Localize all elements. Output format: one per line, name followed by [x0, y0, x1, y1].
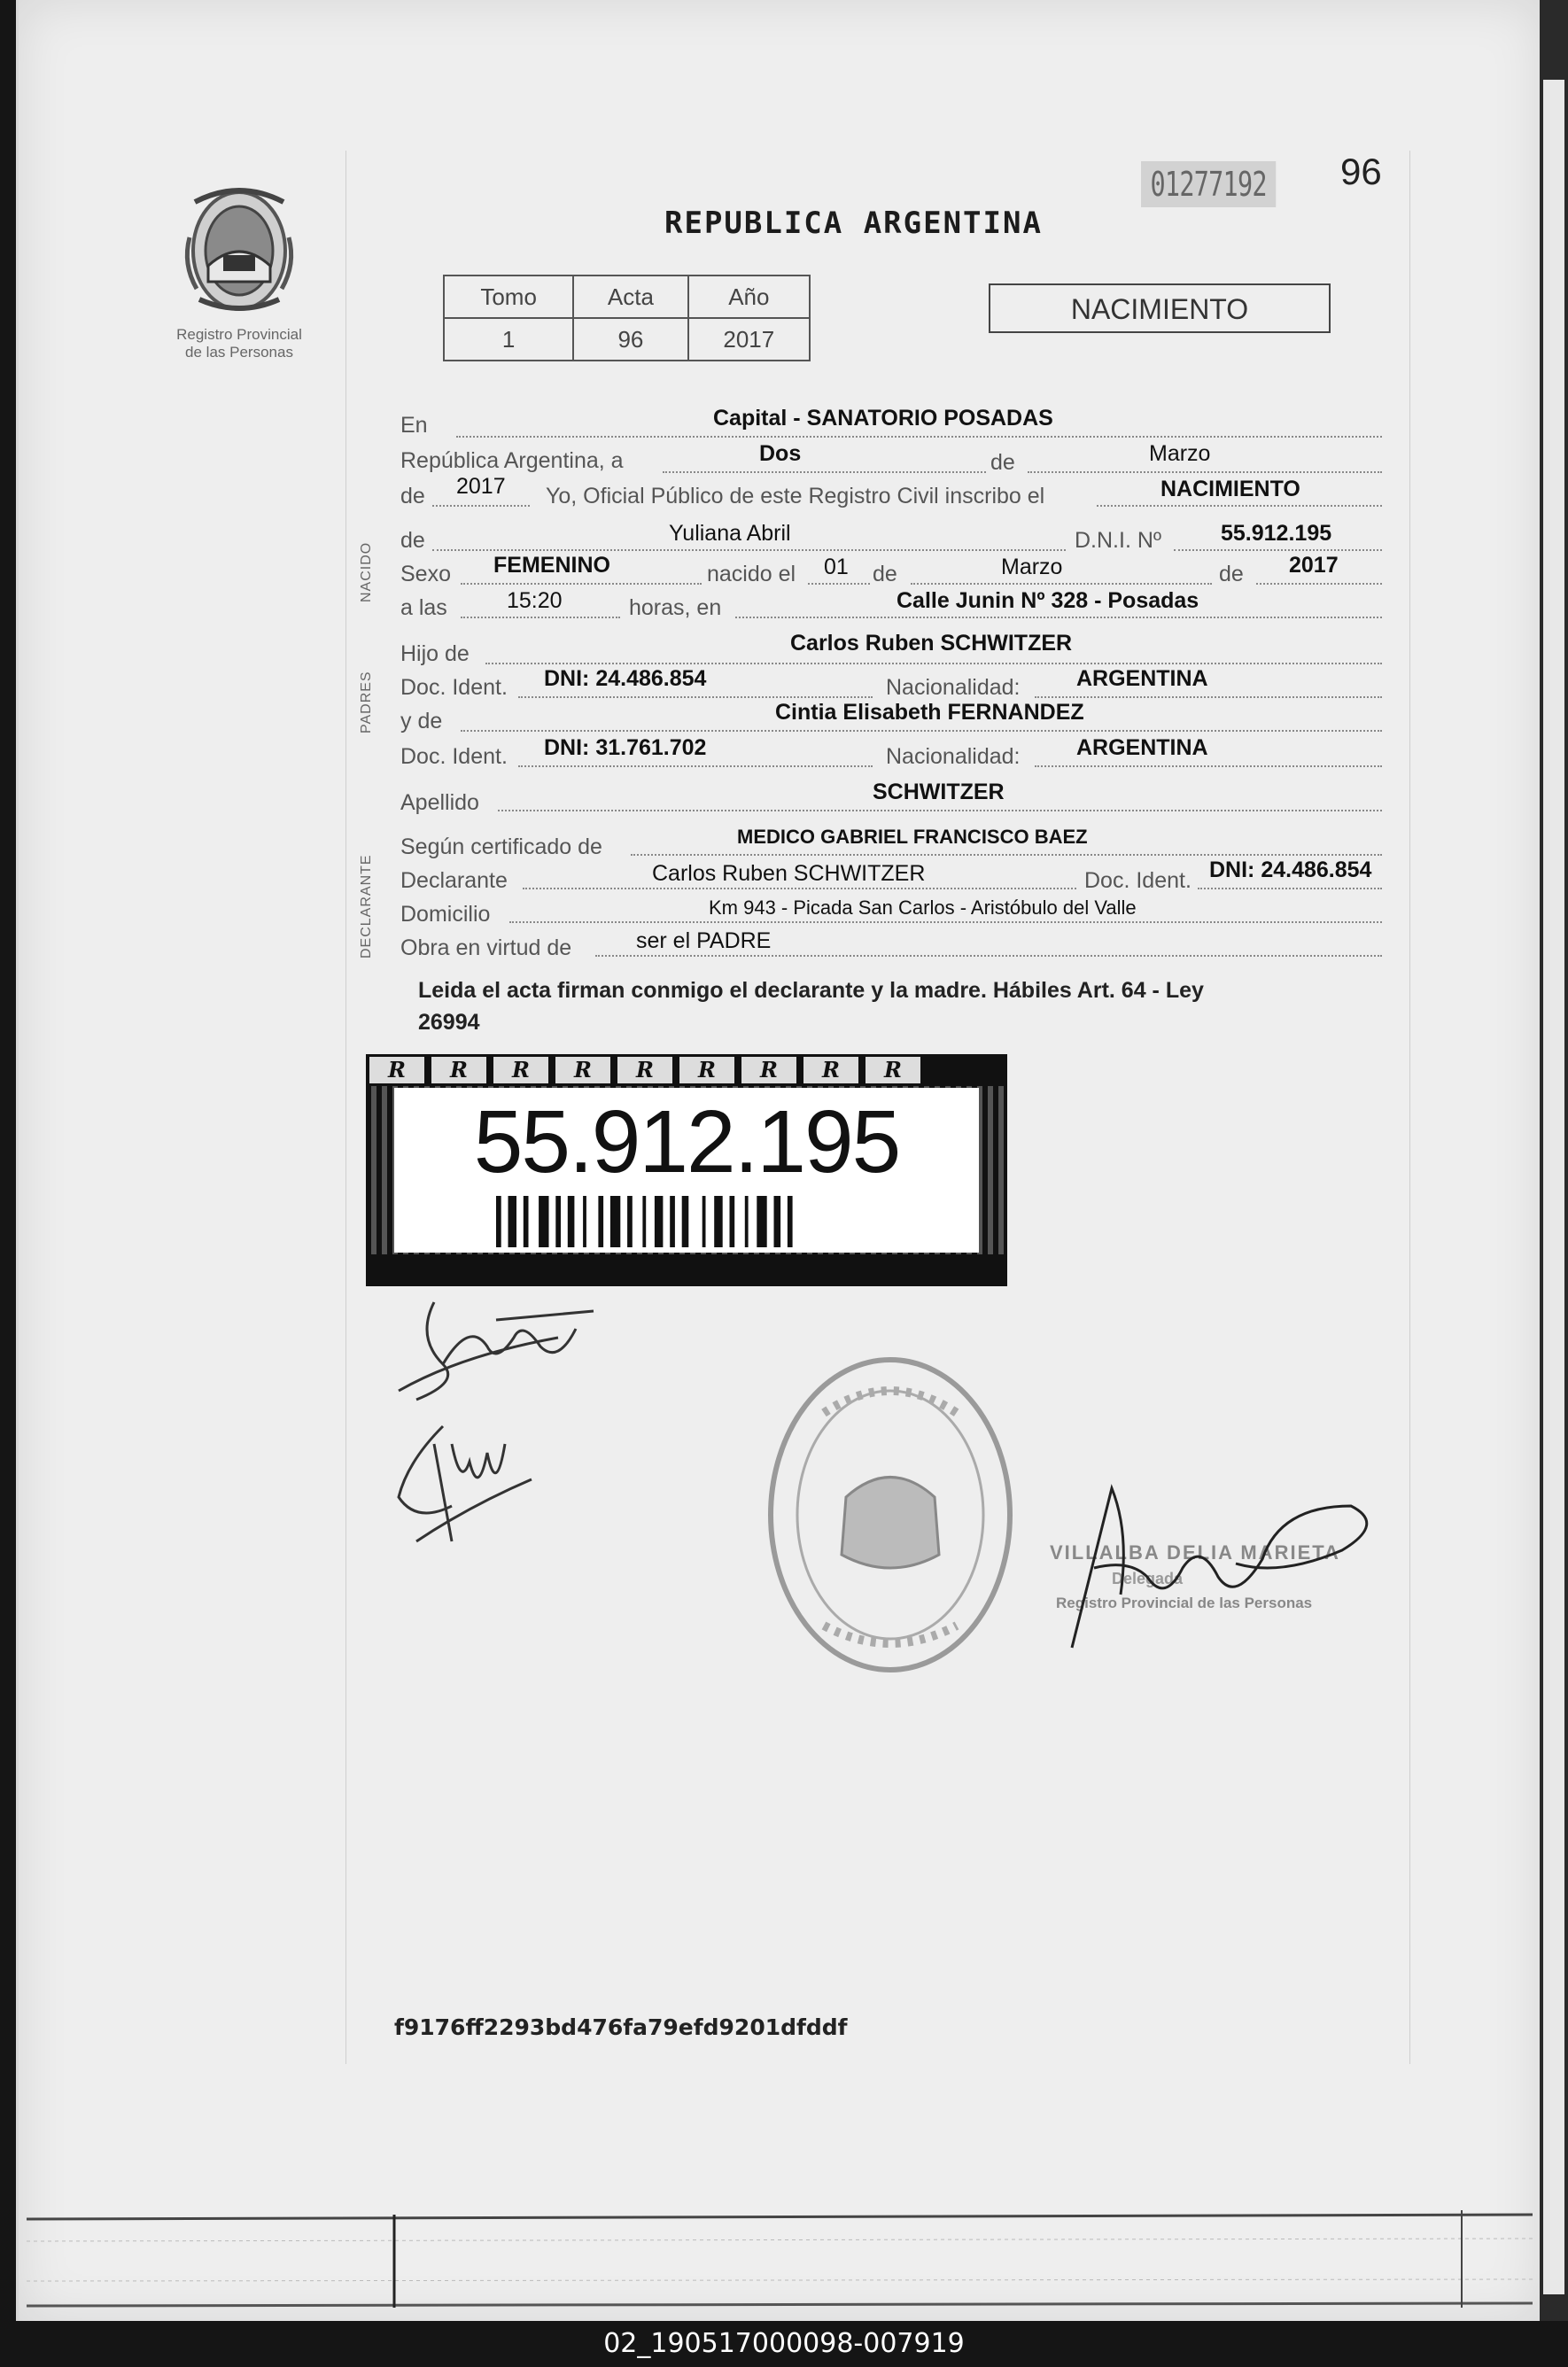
col-tomo-header: Tomo [444, 276, 573, 318]
father-name-value: Carlos Ruben SCHWITZER [790, 631, 1073, 656]
month-text-value: Marzo [1149, 441, 1211, 466]
birth-year-value: 2017 [1289, 553, 1339, 578]
page-number: 96 [1340, 151, 1382, 192]
barcode-bars [496, 1196, 877, 1247]
certificate-value: MEDICO GABRIEL FRANCISCO BAEZ [737, 826, 1088, 848]
father-nationality-value: ARGENTINA [1076, 666, 1208, 691]
label-de: de [990, 450, 1015, 475]
label-segun-certificado: Según certificado de [400, 834, 602, 859]
serial-number: 01277192 [1141, 161, 1276, 207]
mother-doc-value: DNI: 31.761.702 [544, 735, 707, 760]
father-doc-value: DNI: 24.486.854 [544, 666, 707, 691]
day-text-value: Dos [759, 441, 802, 466]
address-value: Km 943 - Picada San Carlos - Aristóbulo del Valle [709, 896, 1137, 919]
act-year-value: 2017 [456, 474, 506, 499]
label-de3: de [400, 528, 425, 553]
declarant-signature [381, 1284, 611, 1409]
label-hijo-de: Hijo de [400, 641, 470, 666]
section-label-nacido: NACIDO [359, 541, 374, 602]
scan-footer: 02_190517000098-007919 [0, 2321, 1568, 2367]
label-declarante: Declarante [400, 868, 508, 893]
bottom-form-lines [27, 2175, 1533, 2308]
label-de5: de [1219, 562, 1244, 586]
closing-note-line2: 26994 [418, 1010, 480, 1035]
registry-name-line1: Registro Provincial [176, 326, 302, 343]
label-obra-en-virtud: Obra en virtud de [400, 935, 572, 960]
register-table [443, 275, 811, 361]
section-label-declarante: DECLARANTE [359, 854, 374, 958]
label-doc-ident3: Doc. Ident. [1084, 868, 1192, 893]
label-nacionalidad: Nacionalidad: [886, 675, 1021, 700]
col-acta-header: Acta [573, 276, 687, 318]
page-edge [1540, 0, 1568, 2321]
surname-value: SCHWITZER [873, 780, 1005, 804]
label-dni: D.N.I. Nº [1075, 528, 1162, 553]
sex-value: FEMENINO [493, 553, 610, 578]
registry-name [151, 326, 328, 361]
label-de2: de [400, 484, 425, 508]
officer-signature [1059, 1479, 1395, 1657]
mother-nationality-value: ARGENTINA [1076, 735, 1208, 760]
label-en: En [400, 413, 428, 438]
label-doc-ident: Doc. Ident. [400, 675, 508, 700]
birth-hour-value: 15:20 [507, 588, 563, 613]
reason-value: ser el PADRE [636, 928, 772, 953]
country-title: REPUBLICA ARGENTINA [664, 206, 1043, 241]
label-nacionalidad2: Nacionalidad: [886, 744, 1021, 769]
officer-name: VILLALBA DELIA MARIETA [1050, 1541, 1340, 1564]
officer-role: Delegada [1112, 1570, 1184, 1587]
acta-value: 96 [573, 318, 687, 361]
name-value: Yuliana Abril [669, 521, 791, 546]
place-value: Capital - SANATORIO POSADAS [713, 406, 1053, 431]
provincial-emblem-icon [177, 184, 301, 317]
registry-name-line2: de las Personas [185, 344, 293, 361]
dni-value: 55.912.195 [1221, 521, 1332, 546]
barcode-frame-top: R R R R R R R R R [366, 1054, 1007, 1086]
closing-note-line1: Leida el acta firman conmigo el declarante y la madre. Hábiles Art. 64 - Ley [418, 978, 1204, 1003]
act-type-box: NACIMIENTO [989, 283, 1331, 333]
official-seal-icon [762, 1351, 1019, 1679]
label-doc-ident2: Doc. Ident. [400, 744, 508, 769]
barcode-sticker [366, 1054, 1007, 1286]
label-yo-oficial: Yo, Oficial Público de este Registro Civil inscribo el [546, 484, 1045, 508]
label-de4: de [873, 562, 897, 586]
document-hash: f9176ff2293bd476fa79efd9201dfddf [394, 2014, 848, 2040]
label-republica: República Argentina, a [400, 448, 624, 473]
col-anio-header: Año [688, 276, 810, 318]
officer-office: Registro Provincial de las Personas [1056, 1595, 1313, 1611]
barcode-frame-bottom [366, 1254, 1007, 1286]
label-nacido-el: nacido el [707, 562, 796, 586]
tomo-value: 1 [444, 318, 573, 361]
inscription-type-value: NACIMIENTO [1160, 477, 1300, 501]
label-apellido: Apellido [400, 790, 479, 815]
birth-month-value: Marzo [1001, 555, 1063, 579]
birth-day-value: 01 [824, 555, 849, 579]
closing-note [418, 974, 1410, 1038]
label-sexo: Sexo [400, 562, 451, 586]
label-domicilio: Domicilio [400, 902, 491, 927]
mother-name-value: Cintia Elisabeth FERNANDEZ [775, 700, 1084, 725]
birth-place-value: Calle Junin Nº 328 - Posadas [897, 588, 1199, 613]
declarant-doc-value: DNI: 24.486.854 [1209, 858, 1372, 882]
section-label-padres: PADRES [359, 671, 374, 733]
label-a-las: a las [400, 595, 447, 620]
label-y-de: y de [400, 709, 443, 733]
anio-value: 2017 [688, 318, 810, 361]
declarant-value: Carlos Ruben SCHWITZER [652, 861, 926, 886]
mother-signature [381, 1409, 549, 1550]
label-horas-en: horas, en [629, 595, 722, 620]
barcode-label [394, 1088, 979, 1253]
barcode-number: 55.912.195 [473, 1092, 900, 1191]
